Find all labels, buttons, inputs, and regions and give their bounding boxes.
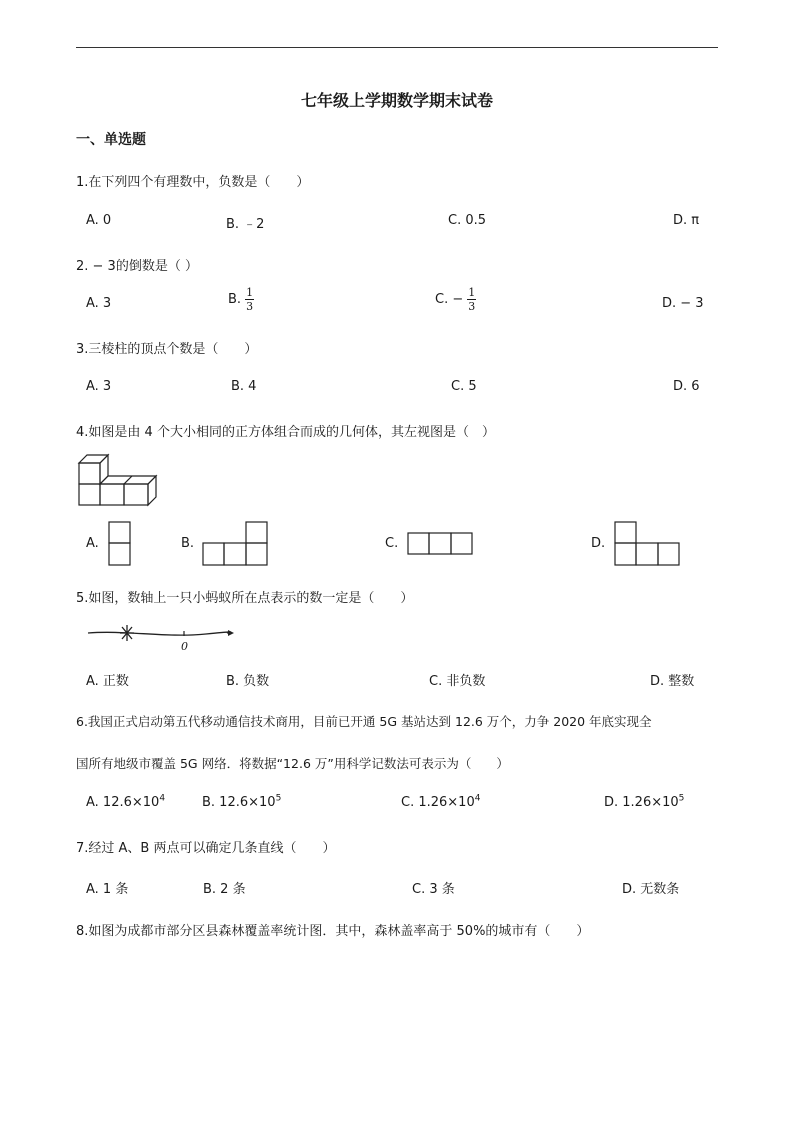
question-4: 4.如图是由 4 个大小相同的正方体组合而成的几何体，其左视图是（ ）	[76, 425, 495, 440]
question-2: 2. − 3的倒数是（ ）	[76, 259, 198, 274]
q4-option-c[interactable]: C.	[385, 536, 399, 551]
question-3: 3.三棱柱的顶点个数是（ ）	[76, 342, 258, 357]
q2-option-a[interactable]: A. 3	[86, 296, 112, 311]
page-title: 七年级上学期数学期末试卷	[300, 91, 493, 110]
q5-number-line	[86, 624, 236, 654]
q7-option-b[interactable]: B. 2 条	[203, 882, 246, 897]
q4-solid-figure	[76, 452, 160, 512]
q4-option-d-figure[interactable]	[614, 521, 682, 567]
q1-option-b[interactable]: B. ﹣2	[226, 217, 265, 232]
q2-option-b-fraction: $\frac{1}{3}$	[246, 286, 254, 313]
q3-option-d[interactable]: D. 6	[673, 379, 700, 394]
q2-option-c[interactable]	[435, 287, 476, 312]
q3-option-b[interactable]: B. 4	[231, 379, 257, 394]
q2-option-d[interactable]: D. − 3	[662, 296, 704, 311]
q5-option-d[interactable]: D. 整数	[650, 674, 695, 689]
question-6-line-1: 6.我国正式启动第五代移动通信技术商用，目前已开通 5G 基站达到 12.6 万个，力争 2020 年底实现全	[76, 714, 652, 729]
section-heading: 一、单选题	[76, 132, 146, 148]
question-5: 5.如图，数轴上一只小蚂蚁所在点表示的数一定是（ ）	[76, 591, 414, 606]
q1-option-a[interactable]: A. 0	[86, 213, 112, 228]
header-rule	[76, 47, 718, 48]
q4-option-b[interactable]: B.	[181, 536, 195, 551]
q5-origin-label: 0	[181, 640, 188, 653]
q2-option-b-label: B.	[228, 292, 242, 307]
q4-option-b-figure[interactable]	[202, 521, 270, 567]
q7-option-a[interactable]: A. 1 条	[86, 882, 129, 897]
q3-option-a[interactable]: A. 3	[86, 379, 112, 394]
q6-option-a[interactable]: A. $12.6\times 10^4$	[86, 793, 166, 810]
q4-option-d[interactable]: D.	[591, 536, 606, 551]
q5-option-a[interactable]: A. 正数	[86, 674, 129, 689]
q6-option-b[interactable]: B. $12.6\times 10^5$	[202, 793, 282, 810]
q4-option-c-figure[interactable]	[407, 532, 475, 556]
question-7: 7.经过 A、B 两点可以确定几条直线（ ）	[76, 841, 336, 856]
q4-option-a-figure[interactable]	[108, 521, 132, 567]
q2-option-b[interactable]	[228, 287, 254, 312]
q1-option-c[interactable]: C. 0.5	[448, 213, 487, 228]
q7-option-d[interactable]: D. 无数条	[622, 882, 680, 897]
q6-option-d[interactable]: D. $1.26\times 10^5$	[604, 793, 685, 810]
q5-option-c[interactable]: C. 非负数	[429, 674, 486, 689]
q1-option-d[interactable]: D. π	[673, 213, 700, 228]
q5-option-b[interactable]: B. 负数	[226, 674, 270, 689]
q6-option-c[interactable]: C. $1.26\times 10^4$	[401, 793, 481, 810]
question-1: 1.在下列四个有理数中，负数是（ ）	[76, 175, 310, 190]
q3-option-c[interactable]: C. 5	[451, 379, 477, 394]
question-6-line-2: 国所有地级市覆盖 5G 网络．将数据“12.6 万”用科学记数法可表示为（ ）	[76, 756, 509, 771]
question-8: 8.如图为成都市部分区县森林覆盖率统计图．其中，森林盖率高于 50%的城市有（ ）	[76, 924, 590, 939]
q4-option-a[interactable]: A.	[86, 536, 99, 551]
q7-option-c[interactable]: C. 3 条	[412, 882, 455, 897]
ant-icon	[120, 625, 134, 641]
q2-option-c-fraction: $\frac{1}{3}$	[468, 286, 476, 313]
q2-option-c-label: C. −	[435, 292, 464, 307]
